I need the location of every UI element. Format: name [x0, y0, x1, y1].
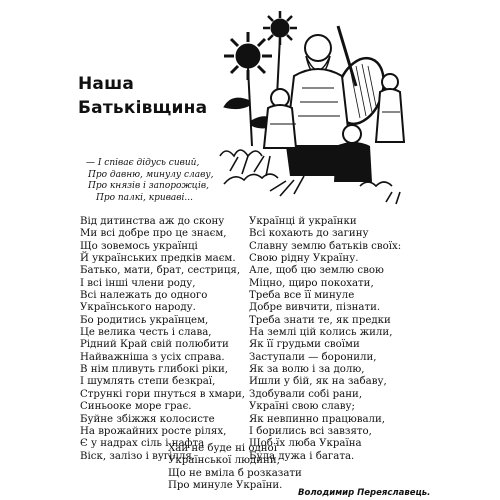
poem-line: Це велика честь і слава,: [80, 327, 212, 339]
poem-line: Віск, залізо і вугілля.: [80, 450, 196, 462]
poem-line: І всі інші члени роду,: [80, 277, 196, 289]
poem-line: Найважніша з усіх справа.: [80, 351, 225, 363]
poem-line: Славну землю батьків своїх:: [249, 240, 402, 252]
poem-line: Треба все її минуле: [249, 290, 355, 302]
poem-line: Міцно, щиро покохати,: [249, 277, 374, 289]
poem-line: І шумлять степи безкраї,: [80, 376, 216, 388]
poem-line: Синьооке море грає.: [80, 401, 192, 413]
poem-line: На землі цій колись жили,: [249, 327, 393, 339]
poem-line: Як невпинно працювали,: [249, 413, 386, 425]
poem-line: Про минуле України.: [168, 480, 283, 492]
epigraph-line: Про палкі, криваві...: [96, 192, 193, 203]
poem-line: Й українських предків маєм.: [80, 253, 236, 265]
poem-line: Бо родитись українцем,: [80, 314, 209, 326]
poem-line: Всі належать до одного: [80, 290, 208, 302]
poem-column-right: [249, 216, 401, 463]
epigraph-line: Про князів і запорожців,: [88, 181, 209, 192]
title-line: Наша: [78, 74, 135, 94]
poem-line: Здобували собі рани,: [249, 388, 363, 400]
poem-line: Щоб їх люба Україна: [249, 438, 362, 450]
poem-line: Українці й українки: [249, 216, 357, 227]
poem-line: Заступали — боронили,: [249, 351, 377, 363]
poem-line: Як її грудьми своїми: [249, 339, 360, 351]
poem-line: Що не вміла б розказати: [168, 467, 302, 479]
poem-line: Української людини,: [168, 455, 280, 467]
poem-line: Україні свою славу;: [249, 401, 355, 413]
poem-column-left: [80, 216, 245, 463]
poem-line: Від дитинства аж до скону: [80, 216, 225, 227]
poem-line: Як за волю і за долю,: [249, 364, 365, 376]
poem-line: Що зовемось українці: [80, 240, 198, 252]
poem-line: На врожайних росте рілях,: [80, 425, 227, 437]
epigraph: [86, 158, 213, 204]
poem-line: Свою рідну Україну.: [249, 253, 359, 265]
poem-line: І борились всі завзято,: [249, 425, 372, 437]
poem-line: Була дужа і багата.: [249, 450, 355, 462]
author-signature: Володимир Переяславець.: [298, 488, 431, 498]
poem-line: В нім пливуть глибокі ріки,: [80, 364, 229, 376]
epigraph-line: — І співає дідусь сивий,: [86, 158, 200, 168]
poem-line: Українського народу.: [80, 302, 196, 314]
poem-line: Треба знати те, як предки: [249, 314, 391, 326]
title-line: Батьківщина: [78, 98, 208, 118]
poem-line: Є у надрах сіль і нафта: [80, 438, 205, 450]
kobzar-illustration: [210, 6, 410, 211]
poem-line: Рідний Край свій полюбити: [80, 339, 229, 351]
poem-line: Батько, мати, брат, сестриця,: [80, 265, 241, 277]
poem-line: Ишли у бій, як на забаву,: [249, 376, 387, 388]
poem-line: Добре вивчити, пізнати.: [249, 302, 381, 314]
page-title: [78, 72, 207, 120]
poem-line: Але, щоб цю землю свою: [249, 265, 384, 277]
poem-line: Буйне збіжжя колосисте: [80, 413, 215, 425]
poem-line: Всі кохають до загину: [249, 228, 369, 240]
poem-line: Стрункі гори пнуться в хмари,: [80, 388, 246, 400]
epigraph-line: Про давню, минулу славу,: [88, 169, 214, 180]
poem-line: Ми всі добре про це знаєм,: [80, 228, 227, 240]
poem-final-stanza: [168, 443, 302, 492]
poem-line: Хай не буде ні одної: [168, 443, 277, 454]
